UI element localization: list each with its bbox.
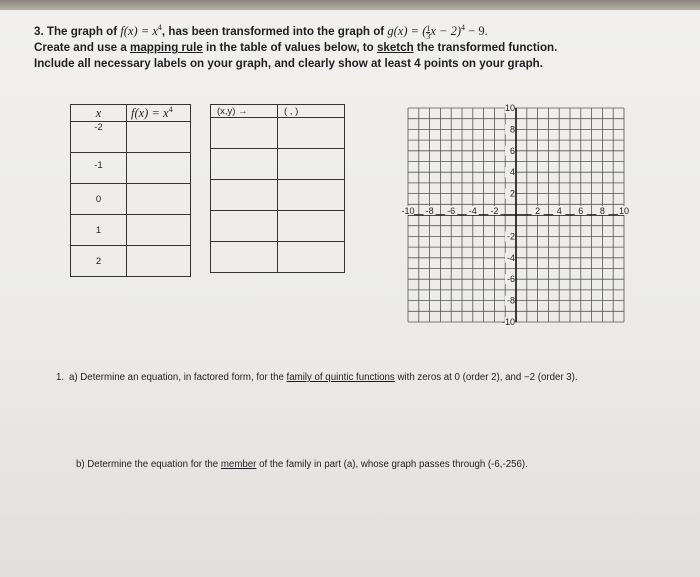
question-1-part-a: a) Determine an equation, in factored form, for the family of quintic functions with zeros at 0 (order 2), and −2 (order 3). [69, 372, 578, 383]
header-x: x [71, 105, 127, 122]
header-xy-arrow: (x,y) → [211, 105, 278, 118]
grid-svg [400, 104, 630, 326]
x-tick-label: -4 [468, 206, 477, 216]
x-cell: 1 [71, 215, 127, 246]
question-3-line-1 [34, 20, 674, 40]
point-cell[interactable] [211, 242, 278, 273]
x-cell: -2 [71, 122, 127, 153]
question-3-mid: , has been transformed into the graph of [161, 25, 388, 39]
family-term: family of quintic functions [286, 372, 395, 383]
y-tick-label: -8 [506, 295, 515, 306]
y-tick-label: 8 [509, 124, 515, 135]
point-cell[interactable] [211, 118, 278, 149]
point-cell[interactable] [211, 149, 278, 180]
fx-cell[interactable] [127, 246, 191, 277]
coordinate-grid[interactable] [400, 104, 630, 326]
y-tick-label: 4 [509, 167, 515, 178]
fx-cell[interactable] [127, 215, 191, 246]
header-image-point: ( , ) [278, 105, 345, 118]
g-definition: g(x) = ( $\frac{1}{3}$ x − 2)$^4$ − 9. [387, 23, 488, 41]
image-point-cell[interactable] [278, 211, 345, 242]
x-tick-label: -8 [425, 206, 434, 216]
fx-cell[interactable] [127, 184, 191, 215]
point-cell[interactable] [211, 180, 278, 211]
question-1-number: 1. [56, 372, 65, 383]
question-1-part-b: b) Determine the equation for the member of the family in part (a), whose graph passes through (-6,-256). [76, 459, 528, 470]
fx-cell[interactable] [127, 153, 191, 184]
image-point-cell[interactable] [278, 149, 345, 180]
y-tick-label: 10 [504, 104, 515, 113]
x-cell: -1 [71, 153, 127, 184]
question-3 [34, 20, 674, 72]
y-tick-label: -6 [506, 274, 515, 285]
fraction-one-third: $\frac{1}{3}$ [426, 23, 431, 41]
point-cell[interactable] [211, 211, 278, 242]
x-tick-label: 10 [618, 206, 630, 216]
y-tick-label: 2 [509, 188, 515, 199]
image-point-cell[interactable] [278, 242, 345, 273]
image-point-cell[interactable] [278, 180, 345, 211]
x-cell: 0 [71, 184, 127, 215]
x-tick-label: 4 [556, 206, 562, 216]
x-tick-label: -2 [490, 206, 499, 216]
member-term: member [220, 459, 257, 470]
mapping-rule-term: mapping rule [130, 41, 203, 55]
y-tick-label: -2 [506, 231, 515, 242]
x-tick-label: -6 [447, 206, 456, 216]
question-3-line-3: Include all necessary labels on your graph, and clearly show at least 4 points on your graph. [34, 57, 543, 71]
table-of-values-f [70, 104, 191, 277]
question-3-prefix: 3. The graph of [34, 25, 121, 39]
y-tick-label: -4 [506, 252, 515, 263]
x-cell: 2 [71, 246, 127, 277]
x-tick-label: -10 [401, 206, 415, 216]
question-3-line-2: Create and use a mapping rule in the table of values below, to sketch the transformed function. [34, 41, 558, 55]
f-definition: $f(x) = x^4$ [120, 23, 162, 39]
x-tick-label: 2 [535, 206, 541, 216]
x-tick-label: 8 [599, 206, 605, 216]
table-of-mapped-points [210, 104, 345, 273]
header-fx: $f(x) = x^4$ [127, 105, 191, 122]
sketch-term: sketch [376, 41, 414, 55]
x-tick-label: 6 [578, 206, 584, 216]
y-tick-label: -10 [501, 317, 515, 326]
fx-cell[interactable] [127, 122, 191, 153]
y-tick-label: 6 [509, 145, 515, 156]
image-point-cell[interactable] [278, 118, 345, 149]
